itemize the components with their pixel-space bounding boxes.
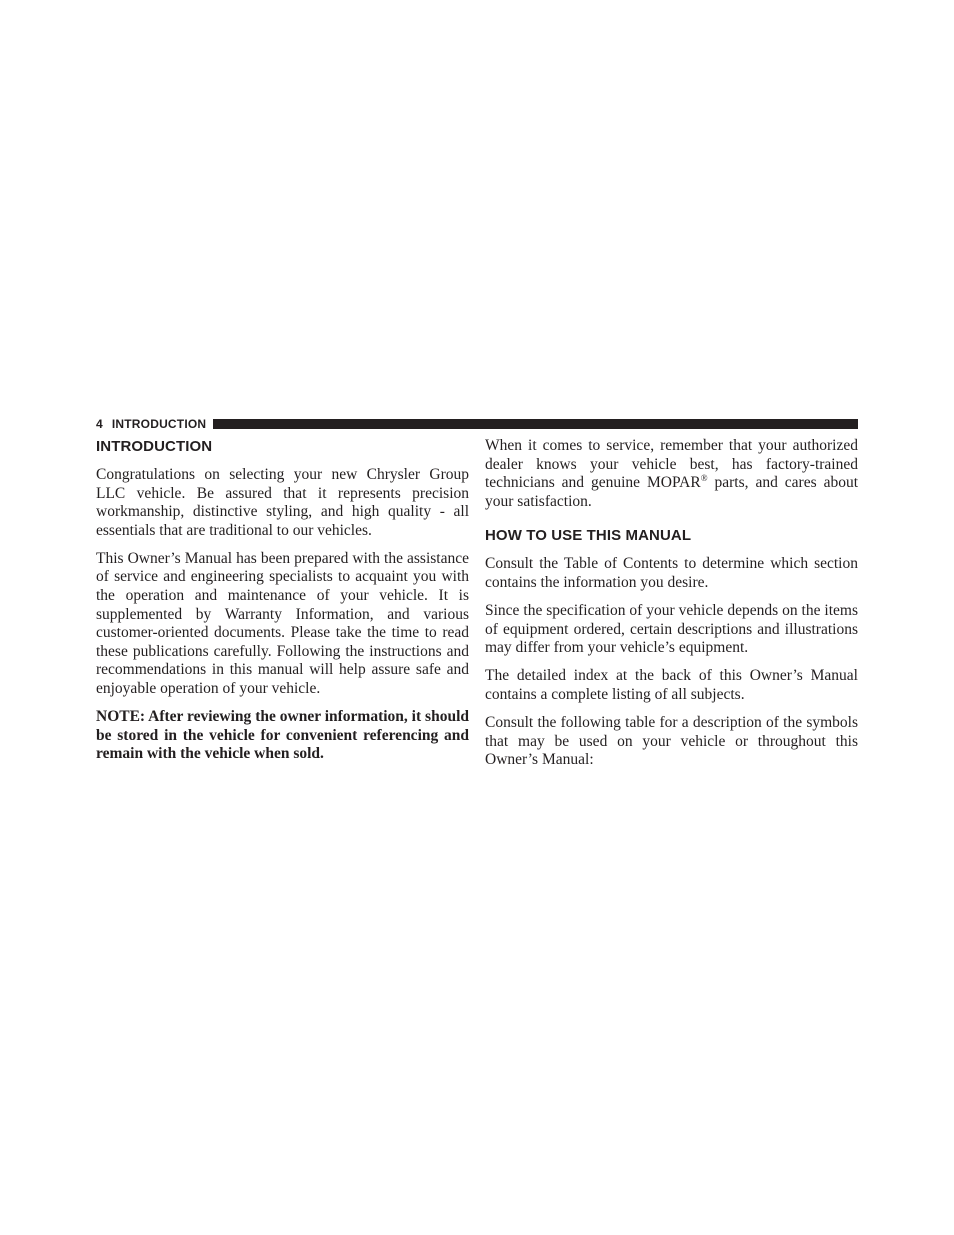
note-paragraph: NOTE: After reviewing the owner information, it should be stored in the vehicle for convenient referencing and remain with the vehicle when sold. — [96, 708, 469, 763]
index-paragraph: The detailed index at the back of this Owner’s Manual contains a complete listing of all subjects. — [485, 667, 858, 703]
congratulations-paragraph: Congratulations on selecting your new Chrysler Group LLC vehicle. Be assured that it represents precision workmanship, distinctive styling, and high quality - all essentials that are traditional to our vehicles. — [96, 466, 469, 539]
registered-mark: ® — [700, 473, 708, 484]
symbols-table-paragraph: Consult the following table for a description of the symbols that may be used on your vehicle or throughout this Owner’s Manual: — [485, 714, 858, 769]
how-to-use-heading: HOW TO USE THIS MANUAL — [485, 527, 692, 545]
header-rule — [213, 419, 858, 429]
section-name: INTRODUCTION — [111, 417, 207, 431]
service-text: When it comes to service, remember that your authorized dealer knows your vehicle best, has factory-trained technicians and genuine MOPAR — [485, 437, 858, 492]
left-column — [96, 437, 469, 773]
manual-purpose-paragraph: This Owner’s Manual has been prepared with the assistance of service and engineering specialists to acquaint you with the operation and maintenance of your vehicle. It is supplemented by Warranty Information, and various customer-oriented documents. Please take the time to read these publications carefully. Following the instructions and recommendations in this manual will help assure safe and enjoyable operation of your vehicle. — [96, 549, 469, 698]
page-number: 4 — [96, 417, 103, 431]
running-header — [96, 417, 858, 431]
service-paragraph — [485, 437, 858, 511]
right-column — [485, 437, 858, 779]
table-of-contents-paragraph: Consult the Table of Contents to determine which section contains the information you desire. — [485, 555, 858, 591]
introduction-heading: INTRODUCTION — [96, 438, 213, 455]
specification-paragraph: Since the specification of your vehicle depends on the items of equipment ordered, certain descriptions and illustrations may differ from your vehicle’s equipment. — [485, 602, 858, 657]
service-text-end: parts, and cares about your satisfaction. — [485, 474, 859, 510]
